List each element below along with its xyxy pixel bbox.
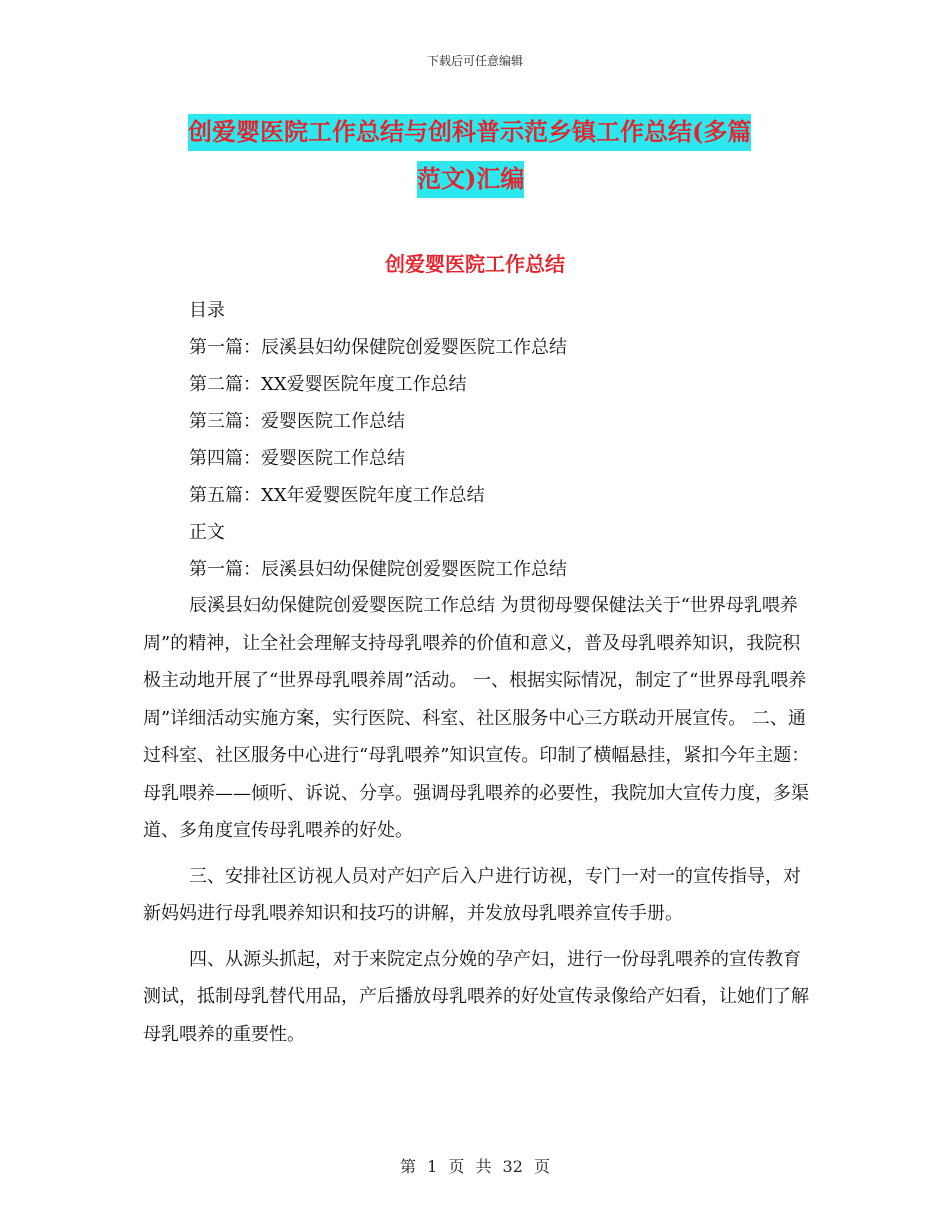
section-title: 创爱婴医院工作总结: [385, 252, 565, 276]
toc-item: 第三篇：爱婴医院工作总结: [189, 411, 405, 432]
document-title-line-1: 创爱婴医院工作总结与创科普示范乡镇工作总结(多篇: [188, 108, 820, 155]
page-number: 第 1 页 共 32 页: [400, 1157, 550, 1176]
document-title-line-2: 范文)汇编: [417, 155, 820, 202]
header-note: 下载后可任意编辑: [426, 54, 523, 68]
document-title: [180, 108, 820, 202]
toc-item: 第四篇：爱婴医院工作总结: [189, 448, 405, 469]
table-of-contents: [189, 292, 829, 588]
first-article-title: 第一篇：辰溪县妇幼保健院创爱婴医院工作总结: [189, 559, 567, 580]
toc-item: 第一篇：辰溪县妇幼保健院创爱婴医院工作总结: [189, 337, 567, 358]
toc-item: 第二篇：XX爱婴医院年度工作总结: [189, 374, 467, 395]
toc-heading: 目录: [189, 300, 225, 321]
toc-item: 第五篇：XX年爱婴医院年度工作总结: [189, 485, 485, 506]
body-paragraph: 辰溪县妇幼保健院创爱婴医院工作总结 为贯彻母婴保健法关于“世界母乳喂养周”的精神，让全社会理解支持母乳喂养的价值和意义，普及母乳喂养知识，我院积极主动地开展了“世界母乳喂养周”活动。 一、根据实际情况，制定了“世界母乳喂养周”详细活动实施方案，实行医院、科室、社区服务中心三方联动开展宣传。 二、通过科室、社区服务中心进行“母乳喂养”知识宣传。印制了横幅悬挂，紧扣今年主题：母乳喂养——倾听、诉说、分享。强调母乳喂养的必要性，我院加大宣传力度，多渠道、多角度宣传母乳喂养的好处。: [143, 595, 810, 841]
body-paragraph: 三、安排社区访视人员对产妇产后入户进行访视，专门一对一的宣传指导，对新妈妈进行母乳喂养知识和技巧的讲解，并发放母乳喂养宣传手册。: [143, 865, 801, 924]
article-body: [143, 587, 811, 1053]
body-paragraph: 四、从源头抓起，对于来院定点分娩的孕产妇，进行一份母乳喂养的宣传教育测试，抵制母乳替代用品，产后播放母乳喂养的好处宣传录像给产妇看，让她们了解母乳喂养的重要性。: [143, 948, 809, 1045]
body-heading: 正文: [189, 522, 225, 543]
